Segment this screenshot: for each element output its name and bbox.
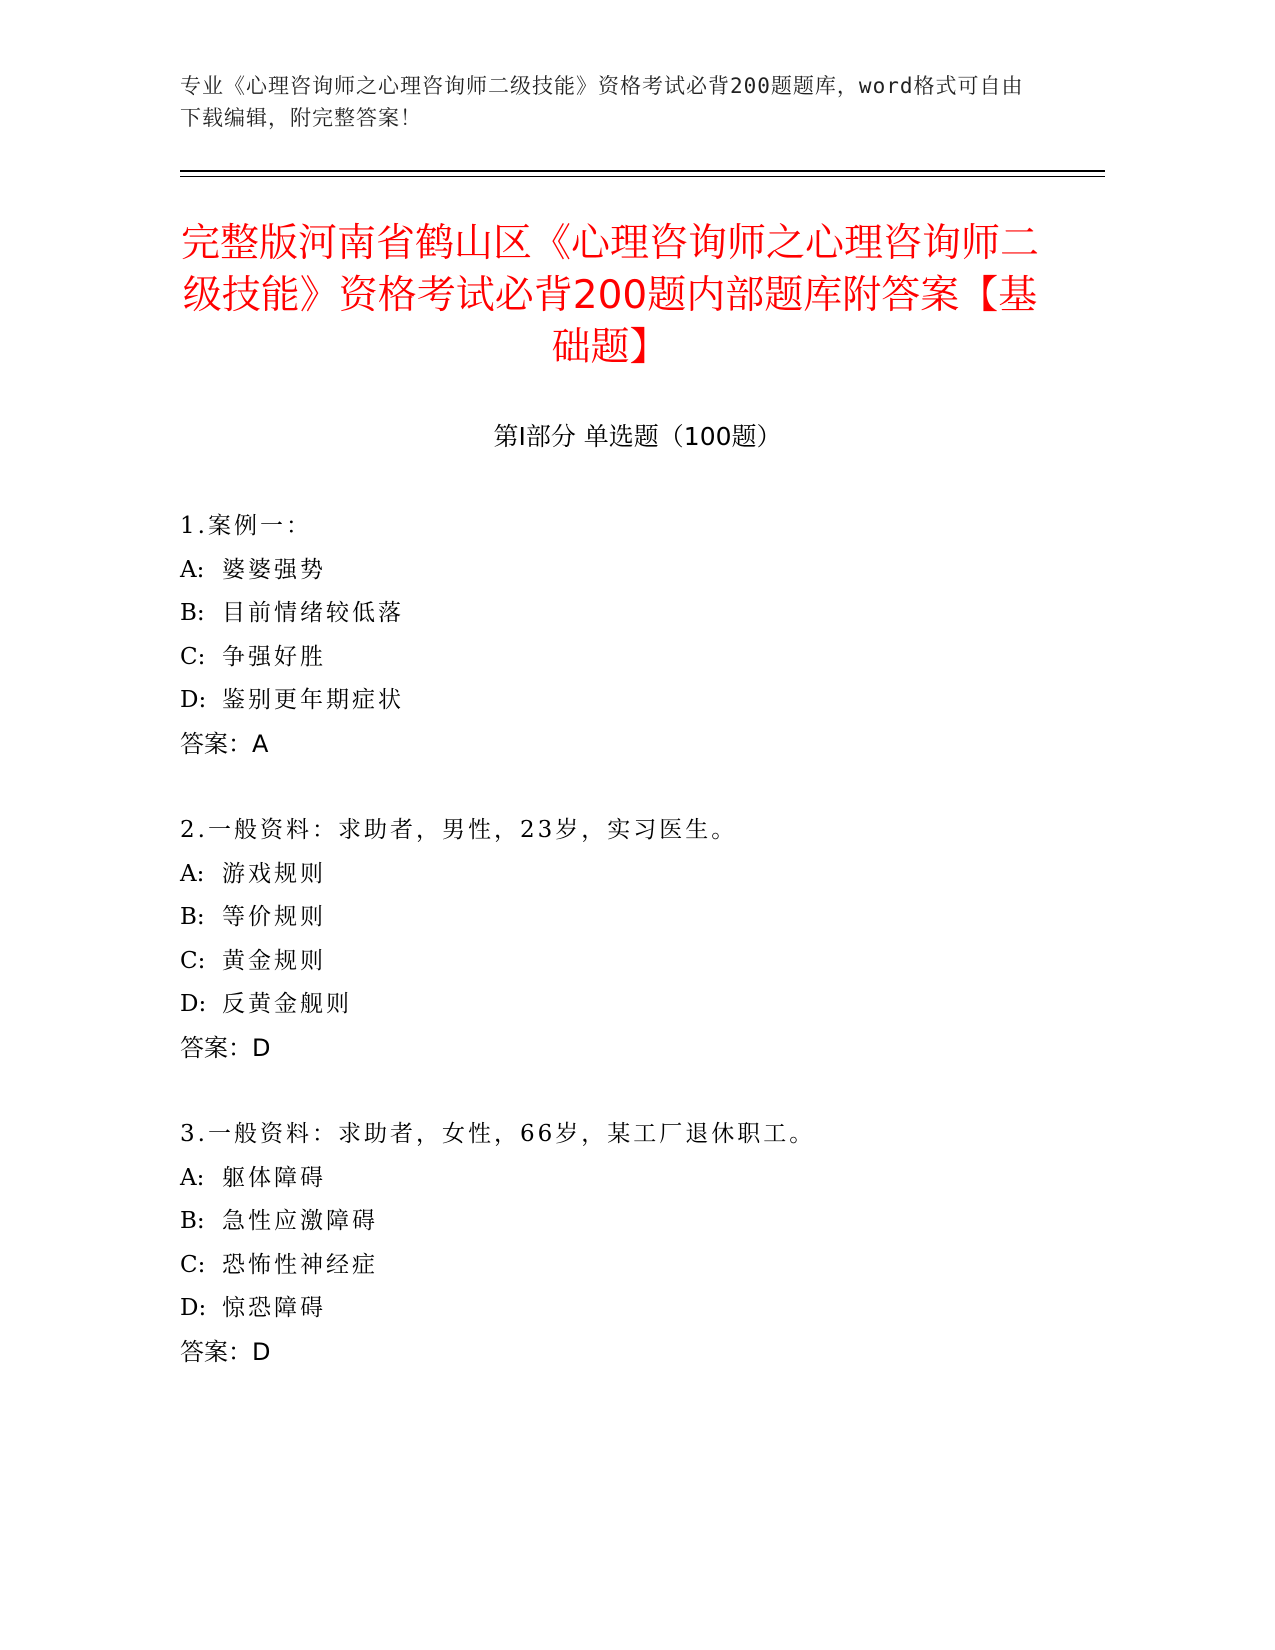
document-title: 完整版河南省鹤山区《心理咨询师之心理咨询师二级技能》资格考试必背200题内部题库附答案【基础题】 bbox=[180, 221, 1039, 370]
question-list bbox=[180, 505, 1100, 1417]
answer-line: 答案：A bbox=[180, 729, 269, 758]
option-letter: A: bbox=[180, 860, 205, 887]
header-note: 专业《心理咨询师之心理咨询师二级技能》资格考试必背200题题库，word格式可自由下载编辑，附完整答案！ bbox=[180, 74, 1024, 130]
option-text: 游戏规则 bbox=[222, 860, 326, 887]
option-text: 目前情绪较低落 bbox=[222, 600, 404, 626]
section-heading: 第Ⅰ部分 单选题（100题） bbox=[493, 422, 782, 451]
option-d bbox=[180, 679, 1100, 723]
option-c bbox=[180, 636, 1100, 680]
header-divider-thin bbox=[180, 176, 1105, 177]
option-letter: B: bbox=[180, 600, 205, 626]
option-text: 黄金规则 bbox=[222, 947, 326, 974]
question-stem: 2.一般资料：求助者，男性，23岁，实习医生。 bbox=[180, 817, 738, 843]
option-b bbox=[180, 592, 1100, 636]
option-d bbox=[180, 1287, 1100, 1331]
option-text: 鉴别更年期症状 bbox=[222, 687, 404, 713]
option-letter: C: bbox=[180, 1251, 206, 1278]
option-text: 婆婆强势 bbox=[222, 556, 326, 583]
option-letter: D: bbox=[180, 1295, 207, 1321]
option-b bbox=[180, 1200, 1100, 1244]
option-letter: D: bbox=[180, 991, 207, 1017]
option-text: 躯体障碍 bbox=[222, 1164, 326, 1191]
option-d bbox=[180, 983, 1100, 1027]
option-text: 惊恐障碍 bbox=[222, 1295, 326, 1321]
question-stem: 3.一般资料：求助者，女性，66岁，某工厂退休职工。 bbox=[180, 1121, 816, 1147]
option-letter: B: bbox=[180, 1208, 205, 1234]
option-c bbox=[180, 940, 1100, 984]
option-text: 急性应激障碍 bbox=[222, 1208, 378, 1234]
option-a bbox=[180, 853, 1100, 897]
option-b bbox=[180, 896, 1100, 940]
answer-line: 答案：D bbox=[180, 1033, 271, 1062]
option-text: 争强好胜 bbox=[222, 643, 326, 670]
question-2 bbox=[180, 809, 1100, 1070]
option-letter: B: bbox=[180, 904, 205, 930]
option-text: 反黄金舰则 bbox=[222, 991, 352, 1017]
option-letter: C: bbox=[180, 643, 206, 670]
option-a bbox=[180, 549, 1100, 593]
option-a bbox=[180, 1157, 1100, 1201]
option-letter: C: bbox=[180, 947, 206, 974]
option-letter: A: bbox=[180, 1164, 205, 1191]
header-divider-thick bbox=[180, 170, 1105, 172]
option-letter: D: bbox=[180, 687, 207, 713]
question-3 bbox=[180, 1113, 1100, 1374]
option-text: 恐怖性神经症 bbox=[222, 1251, 378, 1278]
answer-line: 答案：D bbox=[180, 1337, 271, 1366]
question-1 bbox=[180, 505, 1100, 766]
question-stem: 1.案例一： bbox=[180, 513, 312, 539]
option-letter: A: bbox=[180, 556, 205, 583]
option-c bbox=[180, 1244, 1100, 1288]
option-text: 等价规则 bbox=[222, 904, 326, 930]
